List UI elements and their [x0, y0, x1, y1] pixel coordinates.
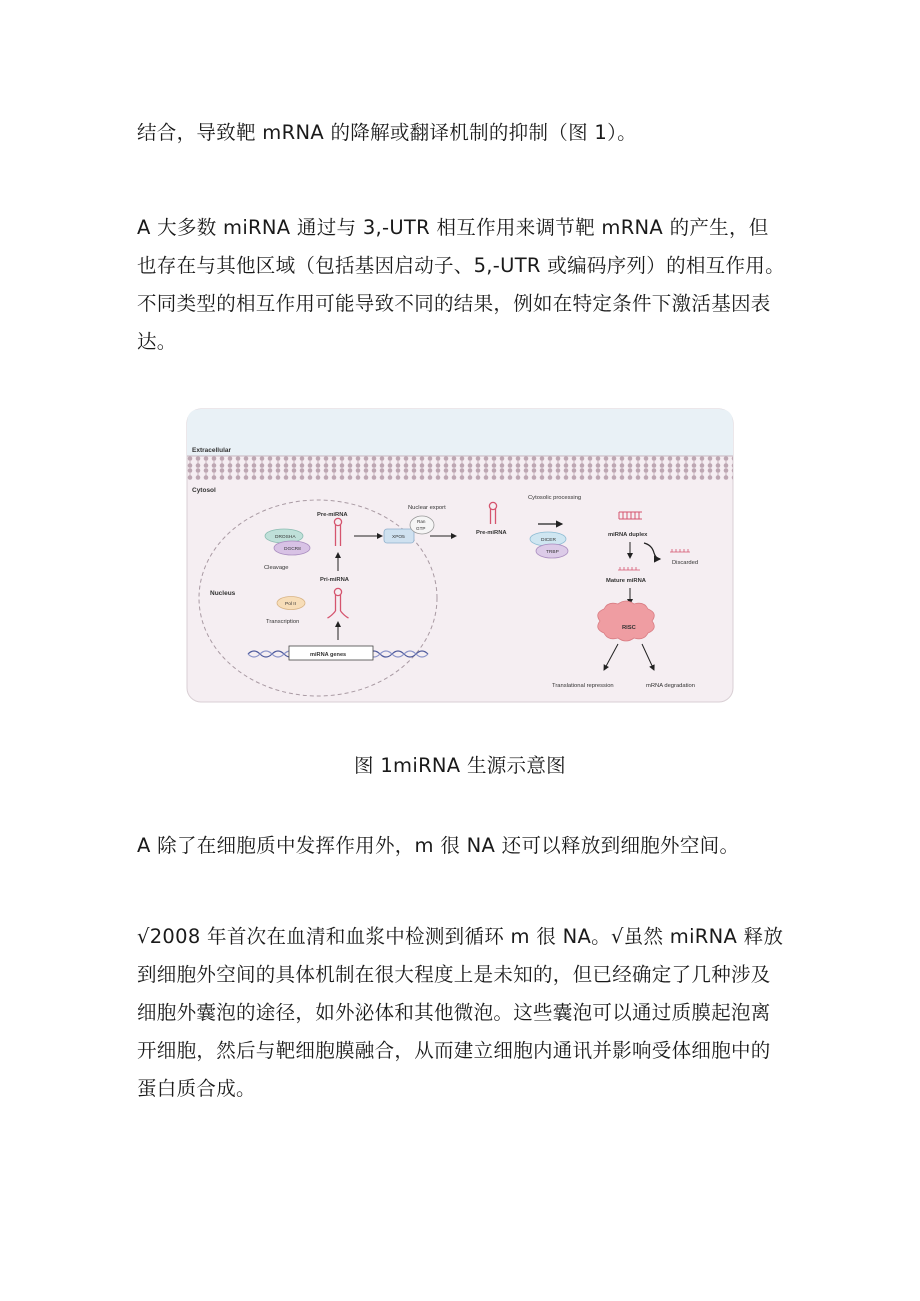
paragraph-4: √2008 年首次在血清和血浆中检测到循环 m 很 NA。√虽然 miRNA 释放到细胞外空间的具体机制在很大程度上是未知的，但已经确定了几种涉及细胞外囊泡的途径，如外泌体和其他微泡。这些囊泡可以通过质膜起泡离开细胞，然后与靶细胞膜融合，从而建立细胞内通讯并影响受体细胞中的蛋白质合成。 — [137, 925, 784, 1100]
mirna-duplex-label: miRNA duplex — [608, 532, 648, 538]
pre-mirna-cytosol-label: Pre-miRNA — [476, 530, 507, 536]
risc-label: RISC — [622, 625, 636, 631]
dicer-label: DICER — [541, 538, 556, 543]
ran-label: Ran — [417, 519, 426, 524]
cleavage-label: Cleavage — [264, 565, 289, 571]
paragraph-3: A 除了在细胞质中发挥作用外，m 很 NA 还可以释放到细胞外空间。 — [137, 834, 740, 857]
drosha-label: DROSHA — [275, 535, 296, 540]
paragraph-1: 结合，导致靶 mRNA 的降解或翻译机制的抑制（图 1）。 — [137, 121, 637, 144]
nucleus-label: Nucleus — [210, 590, 236, 597]
dgcr8-label: DGCR8 — [284, 547, 301, 552]
plasma-membrane — [187, 456, 733, 480]
mirna-biogenesis-figure — [186, 408, 734, 703]
extracellular-label: Extracellular — [192, 447, 232, 454]
cytosolic-processing-label: Cytosolic processing — [528, 495, 582, 501]
pre-mirna-nucleus-label: Pre-miRNA — [317, 512, 348, 518]
trbp-label: TRBP — [546, 550, 559, 555]
figure-caption: 图 1miRNA 生源示意图 — [354, 754, 566, 777]
pri-mirna-label: Pri-miRNA — [320, 577, 349, 583]
mature-mirna-label: Mature miRNA — [606, 578, 646, 584]
extracellular-region — [187, 409, 733, 456]
pol2-label: Pol II — [285, 602, 296, 607]
mrna-degradation-label: mRNA degradation — [646, 683, 695, 689]
translational-repression-label: Translational repression — [552, 683, 614, 689]
discarded-label: Discarded — [672, 560, 699, 566]
cytosol-label: Cytosol — [192, 487, 216, 494]
transcription-label: Transcription — [266, 619, 300, 625]
nuclear-export-label: Nuclear export — [408, 505, 446, 511]
xpo5-label: XPO5 — [392, 535, 405, 540]
gtp-label: GTP — [416, 526, 426, 531]
paragraph-2: A 大多数 miRNA 通过与 3,-UTR 相互作用来调节靶 mRNA 的产生，但也存在与其他区域（包括基因启动子、5,-UTR 或编码序列）的相互作用。不同类型的相互作用可能导致不同的结果，例如在特定条件下激活基因表达。 — [137, 216, 785, 353]
mirna-genes-label: miRNA genes — [310, 652, 347, 658]
risc-complex — [598, 601, 655, 641]
